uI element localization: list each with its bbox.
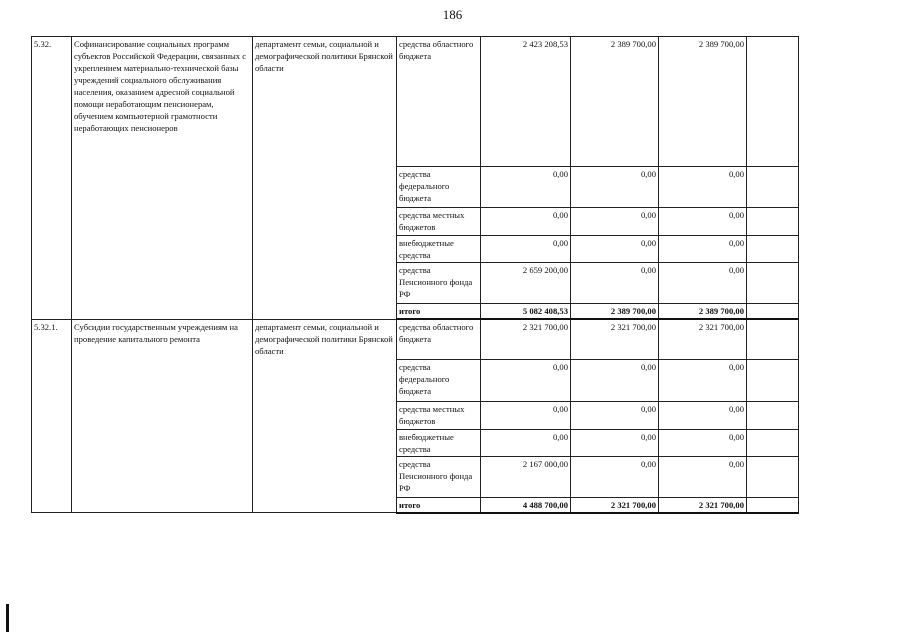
empty-cell <box>747 401 799 429</box>
amount-2: 2 389 700,00 <box>571 37 659 167</box>
amount-1: 0,00 <box>481 236 571 263</box>
table-row <box>32 319 799 359</box>
empty-cell <box>747 263 799 304</box>
item-number: 5.32. <box>32 37 72 320</box>
total-amount-3: 2 321 700,00 <box>659 497 747 513</box>
funding-source: итого <box>397 304 481 320</box>
item-number: 5.32.1. <box>32 319 72 513</box>
amount-1: 0,00 <box>481 401 571 429</box>
amount-3: 0,00 <box>659 208 747 236</box>
funding-source: средства Пенсионного фонда РФ <box>397 263 481 304</box>
amount-1: 2 659 200,00 <box>481 263 571 304</box>
amount-3: 0,00 <box>659 429 747 456</box>
total-amount-1: 5 082 408,53 <box>481 304 571 320</box>
funding-source: средства местных бюджетов <box>397 208 481 236</box>
amount-2: 0,00 <box>571 208 659 236</box>
funding-source: внебюджетные средства <box>397 236 481 263</box>
budget-table <box>31 36 799 514</box>
empty-cell <box>747 319 799 359</box>
amount-1: 0,00 <box>481 208 571 236</box>
page-number: 186 <box>442 7 463 22</box>
amount-2: 0,00 <box>571 456 659 497</box>
scan-edge-mark <box>6 604 9 632</box>
total-amount-3: 2 389 700,00 <box>659 304 747 320</box>
total-amount-1: 4 488 700,00 <box>481 497 571 513</box>
amount-1: 2 167 000,00 <box>481 456 571 497</box>
empty-cell <box>747 456 799 497</box>
funding-source: средства местных бюджетов <box>397 401 481 429</box>
amount-3: 2 321 700,00 <box>659 319 747 359</box>
item-title: Субсидии государственным учреждениям на проведение капитального ремонта <box>72 319 253 513</box>
amount-3: 2 389 700,00 <box>659 37 747 167</box>
empty-cell <box>747 236 799 263</box>
empty-cell <box>747 167 799 208</box>
amount-2: 0,00 <box>571 401 659 429</box>
funding-source: средства областного бюджета <box>397 319 481 359</box>
empty-cell <box>747 208 799 236</box>
total-amount-2: 2 321 700,00 <box>571 497 659 513</box>
funding-source: средства федерального бюджета <box>397 167 481 208</box>
funding-source: средства областного бюджета <box>397 37 481 167</box>
amount-1: 0,00 <box>481 429 571 456</box>
amount-2: 0,00 <box>571 359 659 401</box>
empty-cell <box>747 359 799 401</box>
amount-3: 0,00 <box>659 236 747 263</box>
funding-source: средства федерального бюджета <box>397 359 481 401</box>
empty-cell <box>747 429 799 456</box>
empty-cell <box>747 497 799 513</box>
item-executor: департамент семьи, социальной и демографической политики Брянской области <box>253 319 397 513</box>
amount-3: 0,00 <box>659 456 747 497</box>
funding-source: внебюджетные средства <box>397 429 481 456</box>
amount-1: 0,00 <box>481 359 571 401</box>
amount-2: 2 321 700,00 <box>571 319 659 359</box>
funding-source: итого <box>397 497 481 513</box>
amount-1: 0,00 <box>481 167 571 208</box>
amount-2: 0,00 <box>571 429 659 456</box>
amount-3: 0,00 <box>659 359 747 401</box>
item-executor: департамент семьи, социальной и демографической политики Брянской области <box>253 37 397 320</box>
item-title: Софинансирование социальных программ субъектов Российской Федерации, связанных с укреплением материально-технической базы учреждений социального обслуживания населения, оказанием адресной социальной помощи неработающим пенсионерам, обучением компьютерной грамотности неработающих пенсионеров <box>72 37 253 320</box>
amount-2: 0,00 <box>571 263 659 304</box>
amount-1: 2 423 208,53 <box>481 37 571 167</box>
empty-cell <box>747 304 799 320</box>
amount-3: 0,00 <box>659 401 747 429</box>
amount-3: 0,00 <box>659 167 747 208</box>
amount-3: 0,00 <box>659 263 747 304</box>
total-amount-2: 2 389 700,00 <box>571 304 659 320</box>
funding-source: средства Пенсионного фонда РФ <box>397 456 481 497</box>
empty-cell <box>747 37 799 167</box>
amount-2: 0,00 <box>571 167 659 208</box>
table-row <box>32 37 799 167</box>
amount-2: 0,00 <box>571 236 659 263</box>
amount-1: 2 321 700,00 <box>481 319 571 359</box>
